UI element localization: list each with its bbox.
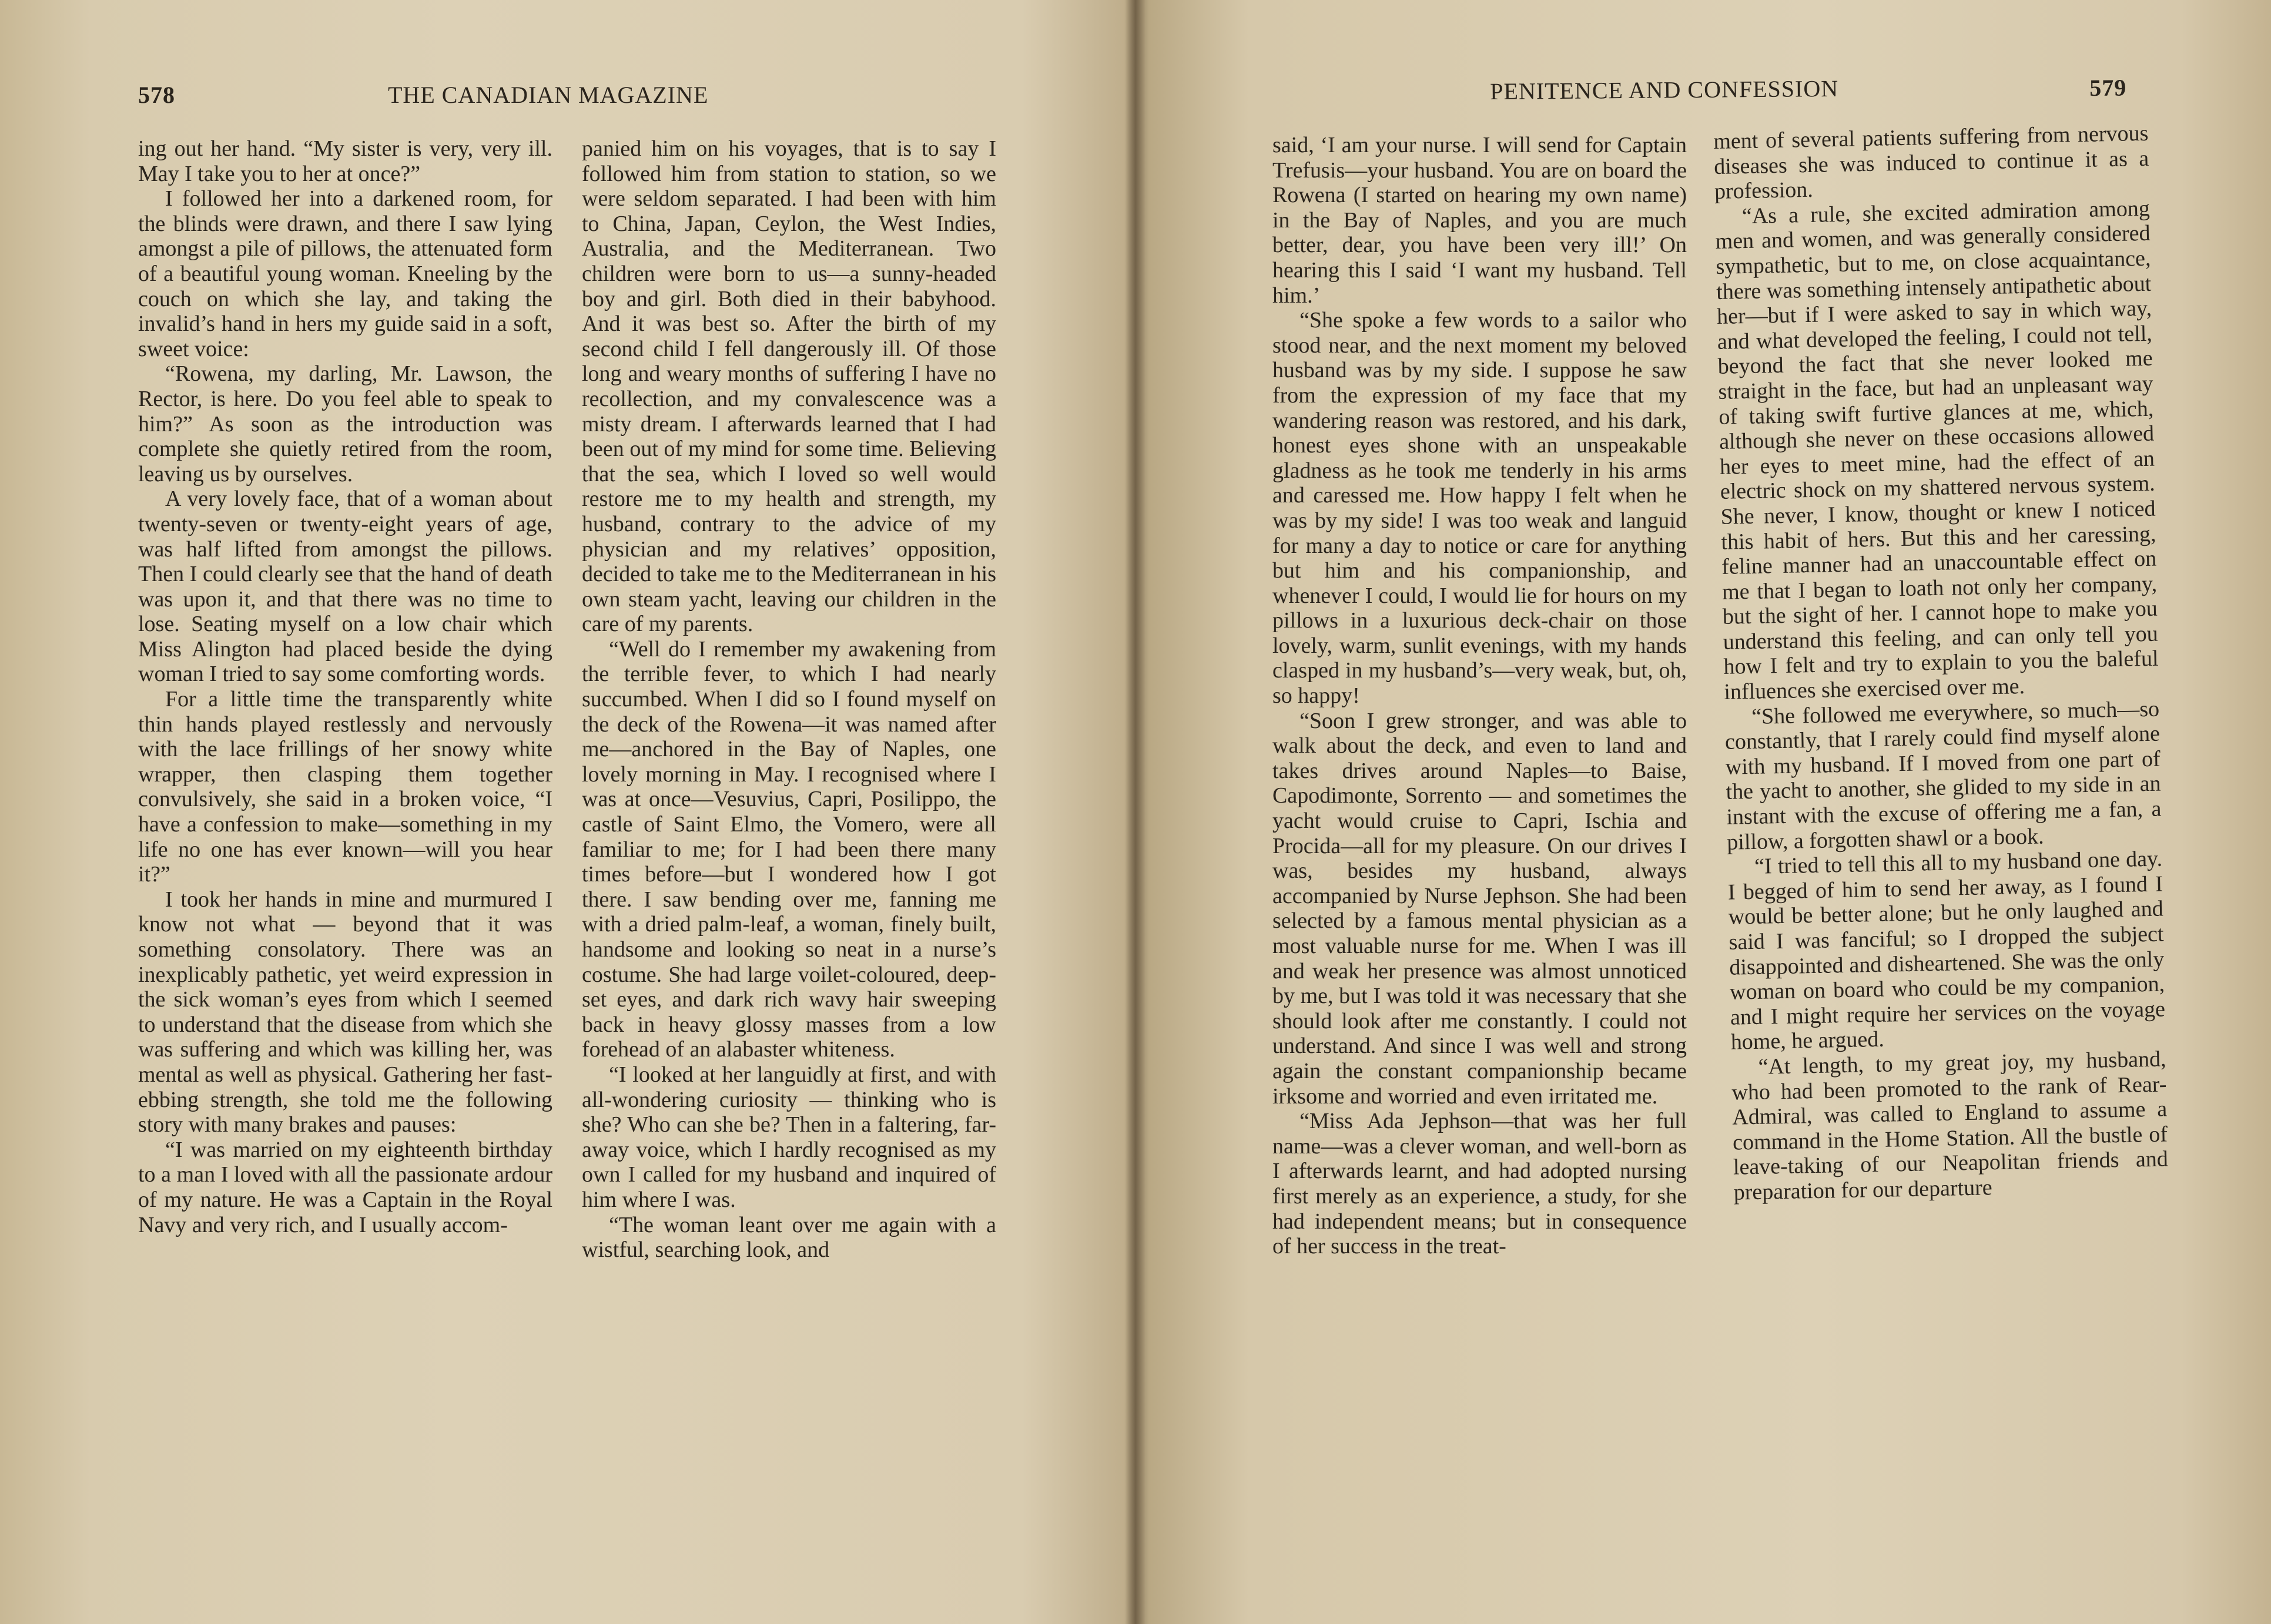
paragraph: For a little time the transparently white thin hands played restlessly and nervously with the lace frillings of her snowy white wrapper, then clasping them together convulsively, she said in a broken voice, “I have a confession to make—something in my life no one has ever known—will you hear it?” (138, 687, 552, 887)
book-gutter (1126, 0, 1145, 1624)
paragraph: ment of several patients suffering from nervous diseases she was induced to continue it as a profession. (1713, 120, 2149, 204)
paragraph: panied him on his voyages, that is to say I followed him from station to station, so we were seldom separated. I had been with him to China, Japan, Ceylon, the West Indies, Australia, and the Mediterranean. Two children were born to us—a sunny-headed boy and girl. Both died in their babyhood. And it was best so. After the birth of my second child I fell dangerously ill. Of those long and weary months of suffering I have no recollection, and my convalescence was a misty dream. I afterwards learned that I had been out of my mind for some time. Believing that the sea, which I loved so well would restore me to my health and strength, my husband, contrary to the advice of my physician and my relatives’ opposition, decided to take me to the Mediterranean in his own steam yacht, leaving our children in the care of my parents. (582, 136, 996, 637)
right-column-2 (1713, 121, 2169, 1205)
paragraph: “I looked at her languidly at first, and with all-wondering curiosity — thinking who is she? Who can she be? Then in a faltering, far-away voice, which I hardly recognised as my own I called for my husband and inquired of him where I was. (582, 1062, 996, 1212)
paragraph: “The woman leant over me again with a wistful, searching look, and (582, 1212, 996, 1263)
left-column-1 (138, 136, 552, 1237)
paragraph: “I was married on my eighteenth birthday to a man I loved with all the passionate ardour of my nature. He was a Captain in the Royal Navy and very rich, and I usually accom- (138, 1137, 552, 1237)
paragraph: ing out her hand. “My sister is very, very ill. May I take you to her at once?” (138, 136, 552, 186)
paragraph: “Well do I remember my awakening from the terrible fever, to which I had nearly succumbed. When I did so I found myself on the deck of the Rowena—it was named after me—anchored in the Bay of Naples, one lovely morning in May. I recognised where I was at once—Vesuvius, Capri, Posilippo, the castle of Saint Elmo, the Vomero, were all familiar to me; for I had been there many times before—but I wondered how I got there. I saw bending over me, fanning me with a dried palm-leaf, a woman, finely built, handsome and looking so neat in a nurse’s costume. She had large voilet-coloured, deep-set eyes, and dark rich wavy hair sweeping back in heavy glossy masses from a low forehead of an alabaster whiteness. (582, 636, 996, 1062)
left-running-head: THE CANADIAN MAGAZINE (388, 82, 709, 108)
paragraph: said, ‘I am your nurse. I will send for Captain Trefusis—your husband. You are on board the Rowena (I started on hearing my own name) in the Bay of Naples, and you are much better, dear, you have been very ill!’ On hearing this I said ‘I want my husband. Tell him.’ (1272, 133, 1687, 308)
right-running-head: PENITENCE AND CONFESSION (1490, 75, 1839, 105)
left-page-number: 578 (138, 82, 175, 108)
paragraph: “Soon I grew stronger, and was able to walk about the deck, and even to land and takes drives around Naples—to Baise, Capodimonte, Sorrento — and sometimes the yacht would cruise to Capri, Ischia and Procida—all for my pleasure. On our drives I was, besides my husband, always accompanied by Nurse Jephson. She had been selected by a famous mental physician as a most valuable nurse for me. When I was ill and weak her presence was almost unnoticed by me, but I was told it was necessary that she should look after me constantly. I could not understand. And since I was well and strong again the constant companionship became irksome and worried and even irritated me. (1272, 708, 1687, 1109)
paragraph: I took her hands in mine and murmured I know not what — beyond that it was something consolatory. There was an inexplicably pathetic, yet weird expression in the sick woman’s eyes from which I seemed to understand that the disease from which she was suffering and which was killing her, was mental as well as physical. Gathering her fast-ebbing strength, she told me the following story with many brakes and pauses: (138, 887, 552, 1138)
paragraph: I followed her into a darkened room, for the blinds were drawn, and there I saw lying amongst a pile of pillows, the attenuated form of a beautiful young woman. Kneeling by the couch on which she lay, and taking the invalid’s hand in hers my guide said in a soft, sweet voice: (138, 186, 552, 361)
left-page (0, 0, 1126, 1624)
left-column-2 (582, 136, 996, 1263)
paragraph: “Rowena, my darling, Mr. Lawson, the Rector, is here. Do you feel able to speak to him?” As soon as the introduction was complete she quietly retired from the room, leaving us by ourselves. (138, 361, 552, 486)
right-page-number: 579 (2089, 74, 2127, 101)
paragraph: “She spoke a few words to a sailor who stood near, and the next moment my beloved husband was by my side. I suppose he saw from the expression of my face that my wandering reason was restored, and his dark, honest eyes shone with an unspeakable gladness as he took me tenderly in his arms and caressed me. How happy I felt when he was by my side! I was too weak and languid for many a day to notice or care for anything but him and his companionship, and whenever I could, I would lie for hours on my pillows in a luxurious deck-chair on those lovely, warm, sunlit evenings, with my hands clasped in my husband’s—very weak, but, oh, so happy! (1272, 308, 1687, 709)
paragraph: “As a rule, she excited admiration among men and women, and was generally considered sympathetic, but to me, on close acquaintance, there was something intensely antipathetic about her—but if I were asked to say in which way, and what developed the feeling, I could not tell, beyond the fact that she never looked me straight in the face, but had an unpleasant way of taking swift furtive glances at me, which, although she never on these occasions allowed her eyes to meet mine, had the effect of an electric shock on my shattered nervous system. She never, I know, thought or knew I noticed this habit of hers. But this and her caressing, feline manner had an unaccountable effect on me that I began to loath not only her company, but the sight of her. I cannot hope to make you understand this feeling, and can only tell you how I felt and try to explain to you the baleful influences she exercised over me. (1715, 196, 2159, 704)
paragraph: “I tried to tell this all to my husband one day. I begged of him to send her away, as I found I would be better alone; but he only laughed and said I was fanciful; so I dropped the subject disappointed and disheartened. She was the only woman on board who could be my companion, and I might require her services on the voyage home, he argued. (1727, 846, 2166, 1055)
paragraph: A very lovely face, that of a woman about twenty-seven or twenty-eight years of age, was half lifted from amongst the pillows. Then I could clearly see that the hand of death was upon it, and that there was no time to lose. Seating myself on a low chair which Miss Alington had placed beside the dying woman I tried to say some comforting words. (138, 486, 552, 687)
paragraph: “Miss Ada Jephson—that was her full name—was a clever woman, and well-born as I afterwards learnt, and had adopted nursing first merely as an experience, a study, for she had independent means; but in consequence of her success in the treat- (1272, 1109, 1687, 1259)
right-column-1 (1272, 133, 1687, 1259)
paragraph: “At length, to my great joy, my husband, who had been promoted to the rank of Rear-Admiral, was called to England to assume a command in the Home Station. All the bustle of leave-taking of our Neapolitan friends and preparation for our departure (1731, 1046, 2169, 1205)
paragraph: “She followed me everywhere, so much—so constantly, that I rarely could find myself alone with my husband. If I moved from one part of the yacht to another, she glided to my side in an instant with the excuse of offering me a fan, a pillow, a forgotten shawl or a book. (1724, 696, 2162, 855)
